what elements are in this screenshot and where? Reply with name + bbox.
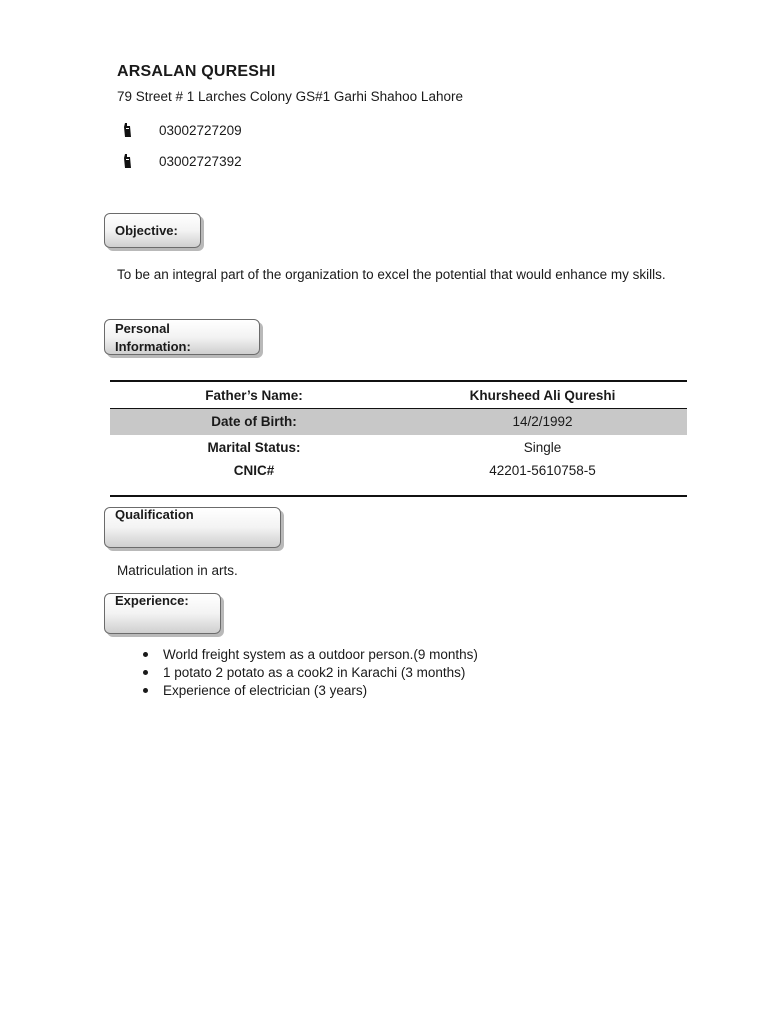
row-value: 14/2/1992	[512, 414, 573, 430]
experience-item-text: 1 potato 2 potato as a cook2 in Karachi (3 months)	[163, 664, 466, 680]
row-value: Single	[523, 439, 562, 455]
experience-item-text: Experience of electrician (3 years)	[163, 683, 368, 699]
personal-info-table	[110, 380, 687, 497]
phone-number-1: 03002727209	[159, 122, 242, 138]
row-label: CNIC#	[233, 463, 275, 478]
row-label: Marital Status:	[207, 439, 301, 455]
qualification-heading-box	[104, 507, 281, 548]
candidate-address: 79 Street # 1 Larches Colony GS#1 Garhi Shahoo Lahore	[117, 89, 463, 104]
bullet-icon	[143, 652, 148, 657]
experience-heading: Experience:	[115, 593, 189, 608]
phone-number-2: 03002727392	[159, 153, 242, 169]
table-row	[110, 382, 687, 409]
table-row	[110, 435, 687, 461]
experience-item-text: World freight system as a outdoor person.(9 months)	[163, 646, 478, 662]
personal-info-heading-box	[104, 319, 260, 355]
personal-info-heading-line2: Information:	[115, 339, 191, 354]
personal-info-heading-line1: Personal	[115, 321, 170, 336]
experience-heading-box	[104, 593, 221, 634]
table-row	[110, 460, 687, 495]
qualification-text: Matriculation in arts.	[117, 563, 238, 578]
objective-heading: Objective:	[115, 222, 178, 238]
objective-heading-box	[104, 213, 201, 248]
qualification-heading: Qualification	[115, 507, 194, 522]
mobile-phone-icon	[121, 153, 133, 169]
list-item	[117, 645, 478, 663]
bullet-icon	[143, 688, 148, 693]
mobile-phone-icon	[121, 122, 133, 138]
row-label: Date of Birth:	[211, 414, 297, 430]
bullet-icon	[143, 670, 148, 675]
phone-line-2	[117, 152, 242, 170]
objective-text: To be an integral part of the organization to excel the potential that would enhance my skills.	[117, 267, 666, 282]
list-item	[117, 682, 478, 700]
row-value: 42201-5610758-5	[489, 463, 596, 478]
table-row	[110, 409, 687, 435]
candidate-name: ARSALAN QURESHI	[117, 63, 276, 80]
row-label: Father’s Name:	[205, 387, 303, 403]
experience-list	[117, 645, 478, 700]
list-item	[117, 663, 478, 681]
phone-line-1	[117, 121, 242, 139]
row-value: Khursheed Ali Qureshi	[469, 387, 616, 403]
